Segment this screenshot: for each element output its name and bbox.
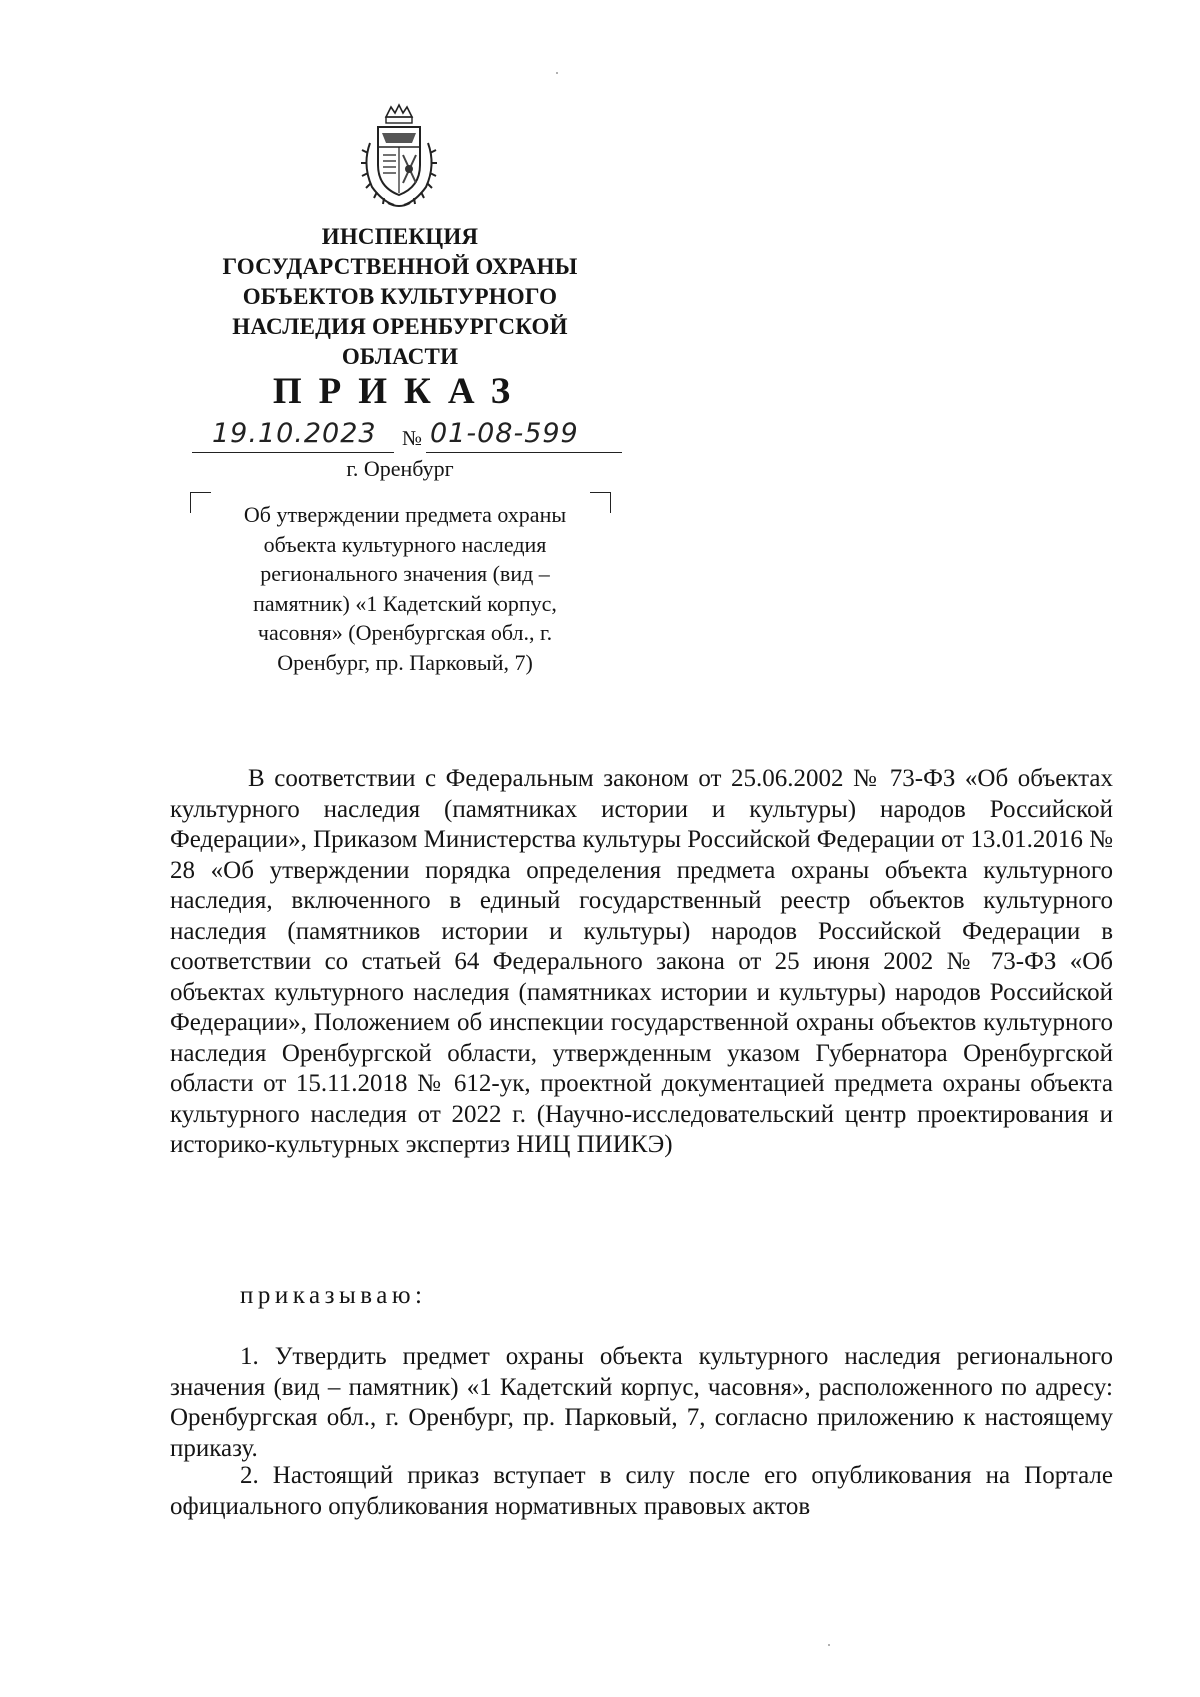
number-sign: № [402, 426, 423, 450]
handwritten-number: 01-08-599 [430, 418, 579, 449]
order-item-2: 2. Настоящий приказ вступает в силу после его опубликования на Портале официального опубликования нормативных правовых актов [170, 1462, 1113, 1520]
city: г. Оренбург [346, 456, 454, 481]
issuer-line: ИНСПЕКЦИЯ [321, 224, 479, 249]
subject-line: памятник) «1 Кадетский корпус, [253, 590, 557, 616]
issuer-line: ОБЛАСТИ [341, 344, 459, 369]
handwritten-date: 19.10.2023 [212, 418, 377, 449]
number-underline [426, 452, 622, 453]
scan-speck [828, 1644, 830, 1646]
subject-line: объекта культурного наследия [263, 531, 547, 557]
order-word: приказываю: [240, 1282, 427, 1309]
date-number-line [180, 418, 630, 458]
issuer-line: ОБЪЕКТОВ КУЛЬТУРНОГО [242, 284, 558, 309]
subject-block [210, 500, 600, 677]
subject-line: часовня» (Оренбургская обл., г. [257, 620, 553, 645]
issuer-name [160, 222, 640, 372]
issuer-line: ГОСУДАРСТВЕННОЙ ОХРАНЫ [222, 254, 578, 279]
subject-bracket-left [190, 492, 211, 513]
subject-line: регионального значения (вид – [260, 561, 550, 586]
subject-line: Оренбург, пр. Парковый, 7) [277, 649, 533, 675]
date-underline [192, 452, 394, 453]
subject-line: Об утверждении предмета охраны [243, 502, 567, 527]
preamble-paragraph: В соответствии с Федеральным законом от 25.06.2002 № 73-ФЗ «Об объектах культурного наследия (памятниках истории и культуры) народов Российской Федерации», Приказом Министерства культуры Российской Федерации от 13.01.2016 № 28 «Об утверждении порядка определения предмета охраны объекта культурного наследия, включенного в единый государственный реестр объектов культурного наследия (памятников истории и культуры) народов Российской Федерации в соответствии со статьей 64 Федерального закона от 25 июня 2002 № 73-ФЗ «Об объектах культурного наследия (памятниках истории и культуры) народов Российской Федерации», Положением об инспекции государственной охраны объектов культурного наследия Оренбургской области, утвержденным указом Губернатора Оренбургской области от 15.11.2018 № 612-ук, проектной документацией предмета охраны объекта культурного наследия от 2022 г. (Научно-исследовательский центр проектирования и историко-культурных экспертиз НИЦ ПИИКЭ) [170, 765, 1113, 1158]
order-item-1: 1. Утвердить предмет охраны объекта культурного наследия регионального значения (вид – памятник) «1 Кадетский корпус, часовня», расположенного по адресу: Оренбургская обл., г. Оренбург, пр. Парковый, 7, согласно приложению к настоящему приказу. [170, 1343, 1113, 1462]
issuer-line: НАСЛЕДИЯ ОРЕНБУРГСКОЙ [232, 314, 568, 339]
coat-of-arms-icon [358, 103, 440, 211]
scan-speck [556, 72, 558, 74]
document-type: ПРИКАЗ [272, 371, 528, 412]
